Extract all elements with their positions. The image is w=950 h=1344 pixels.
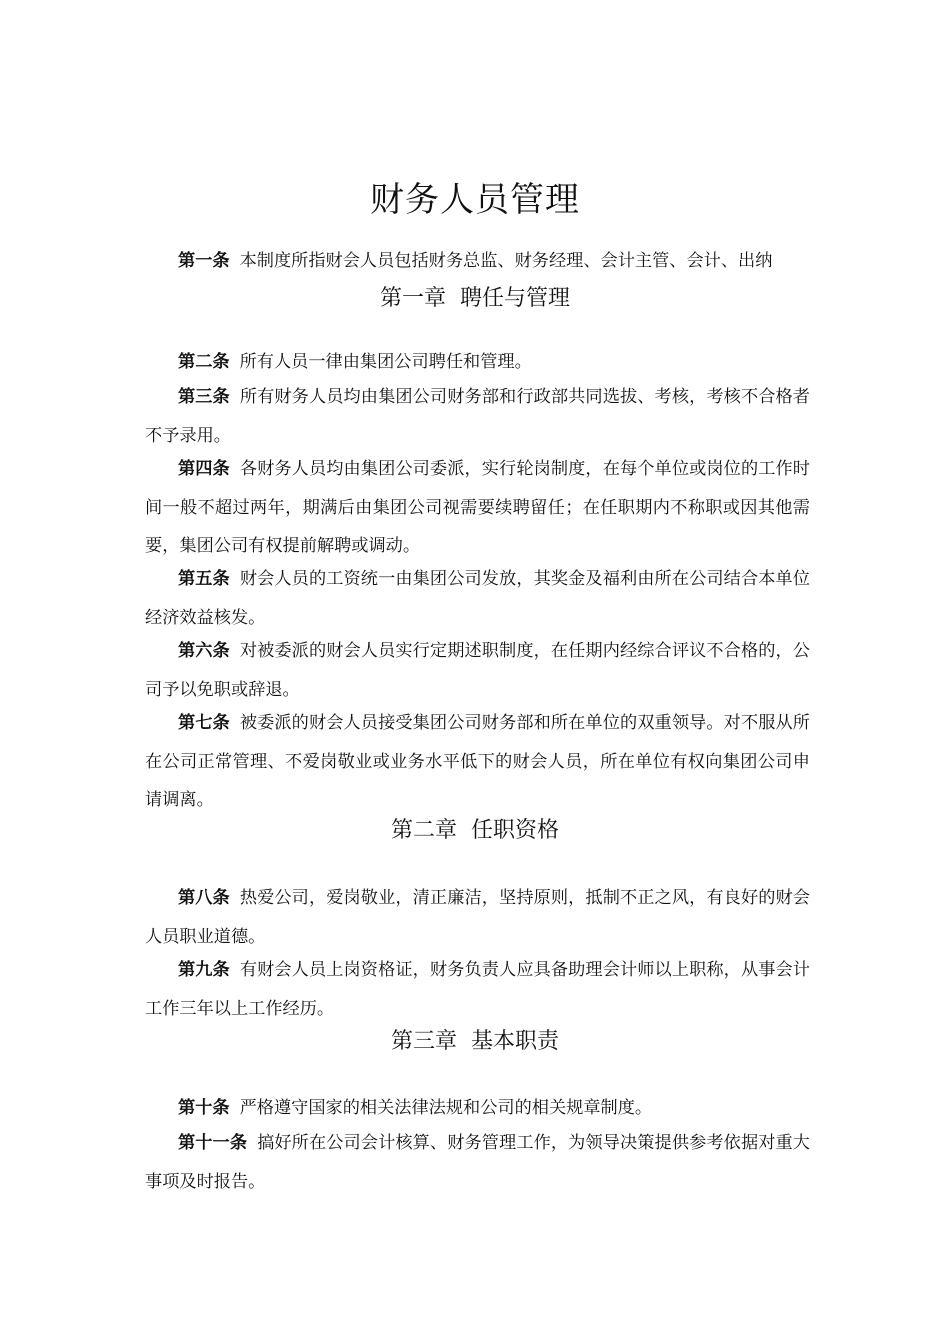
article-text: 被委派的财会人员接受集团公司财务部和所在单位的双重领导。对不服从所在公司正常管理、不爱岗敬业或业务水平低下的财会人员，所在单位有权向集团公司申请调离。 <box>145 713 810 810</box>
article-paragraph <box>145 1089 810 1128</box>
article-paragraph <box>145 704 810 820</box>
chapter-heading-2 <box>0 815 950 847</box>
article-paragraph <box>145 1124 810 1201</box>
article-number: 第五条 <box>178 569 230 589</box>
chapter-name: 基本职责 <box>471 1029 560 1054</box>
article-number: 第十条 <box>178 1098 230 1118</box>
article-paragraph <box>145 879 810 956</box>
article-number: 第一条 <box>178 251 230 271</box>
article-number: 第七条 <box>178 713 230 733</box>
article-paragraph <box>145 450 810 566</box>
article-number: 第六条 <box>178 641 230 661</box>
article-number: 第九条 <box>178 960 230 980</box>
article-text: 所有财务人员均由集团公司财务部和行政部共同选拔、考核，考核不合格者不予录用。 <box>145 387 810 446</box>
article-text: 有财会人员上岗资格证，财务负责人应具备助理会计师以上职称，从事会计工作三年以上工作经历。 <box>145 960 810 1019</box>
document-title: 财务人员管理 <box>370 180 580 220</box>
article-paragraph <box>145 951 810 1028</box>
chapter-heading-3 <box>0 1026 950 1058</box>
article-paragraph <box>145 343 810 382</box>
article-text: 财会人员的工资统一由集团公司发放，其奖金及福利由所在公司结合本单位经济效益核发。 <box>145 569 810 628</box>
article-text: 搞好所在公司会计核算、财务管理工作，为领导决策提供参考依据对重大事项及时报告。 <box>145 1133 810 1192</box>
article-paragraph <box>145 378 810 455</box>
article-text: 严格遵守国家的相关法律法规和公司的相关规章制度。 <box>239 1098 653 1118</box>
article-number: 第三条 <box>178 387 230 407</box>
intro-paragraph <box>145 242 810 281</box>
article-number: 第四条 <box>178 459 230 479</box>
chapter-name: 任职资格 <box>471 818 560 843</box>
article-text: 热爱公司，爱岗敬业，清正廉洁，坚持原则，抵制不正之风，有良好的财会人员职业道德。 <box>145 888 810 947</box>
chapter-number: 第一章 <box>379 286 446 311</box>
article-paragraph <box>145 632 810 709</box>
article-number: 第十一条 <box>178 1133 248 1153</box>
chapter-name: 聘任与管理 <box>460 286 571 311</box>
article-paragraph <box>145 560 810 637</box>
chapter-number: 第三章 <box>390 1029 457 1054</box>
article-number: 第二条 <box>178 352 230 372</box>
article-text: 对被委派的财会人员实行定期述职制度，在任期内经综合评议不合格的，公司予以免职或辞退。 <box>145 641 810 700</box>
article-number: 第八条 <box>178 888 230 908</box>
article-text: 各财务人员均由集团公司委派，实行轮岗制度，在每个单位或岗位的工作时间一般不超过两年，期满后由集团公司视需要续聘留任；在任职期内不称职或因其他需要，集团公司有权提前解聘或调动。 <box>145 459 810 556</box>
chapter-heading-1 <box>0 283 950 315</box>
article-text: 本制度所指财会人员包括财务总监、财务经理、会计主管、会计、出纳 <box>239 251 773 271</box>
chapter-number: 第二章 <box>390 818 457 843</box>
article-text: 所有人员一律由集团公司聘任和管理。 <box>239 352 532 372</box>
